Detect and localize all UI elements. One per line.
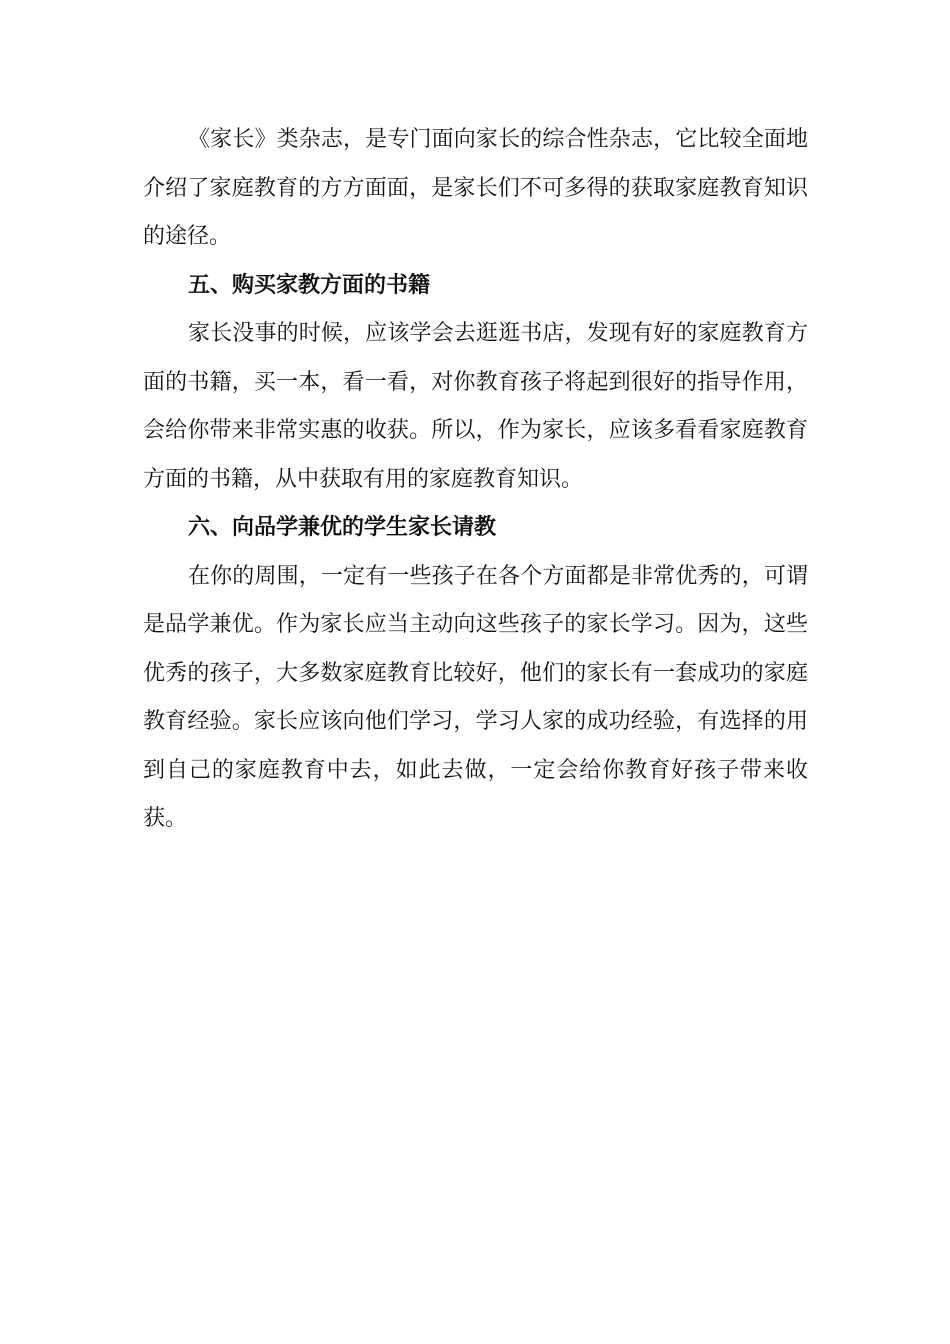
paragraph-magazines: 《家长》类杂志，是专门面向家长的综合性杂志，它比较全面地介绍了家庭教育的方方面面，是家长们不可多得的获取家庭教育知识的途径。 [143, 127, 808, 249]
document-body [143, 116, 808, 844]
section-heading-buy-books: 五、购买家教方面的书籍 [188, 272, 431, 298]
section-heading-ask-parents: 六、向品学兼优的学生家长请教 [188, 515, 497, 540]
paragraph-ask-parents: 在你的周围，一定有一些孩子在各个方面都是非常优秀的，可谓是品学兼优。作为家长应当主动向这些孩子的家长学习。因为，这些优秀的孩子，大多数家庭教育比较好，他们的家长有一套成功的家庭教育经验。家长应该向他们学习，学习人家的成功经验，有选择的用到自己的家庭教育中去，如此去做，一定会给你教育好孩子带来收获。 [143, 563, 808, 831]
paragraph-books: 家长没事的时候，应该学会去逛逛书店，发现有好的家庭教育方面的书籍，买一本，看一看，对你教育孩子将起到很好的指导作用，会给你带来非常实惠的收获。所以，作为家长，应该多看看家庭教育方面的书籍，从中获取有用的家庭教育知识。 [143, 321, 808, 492]
